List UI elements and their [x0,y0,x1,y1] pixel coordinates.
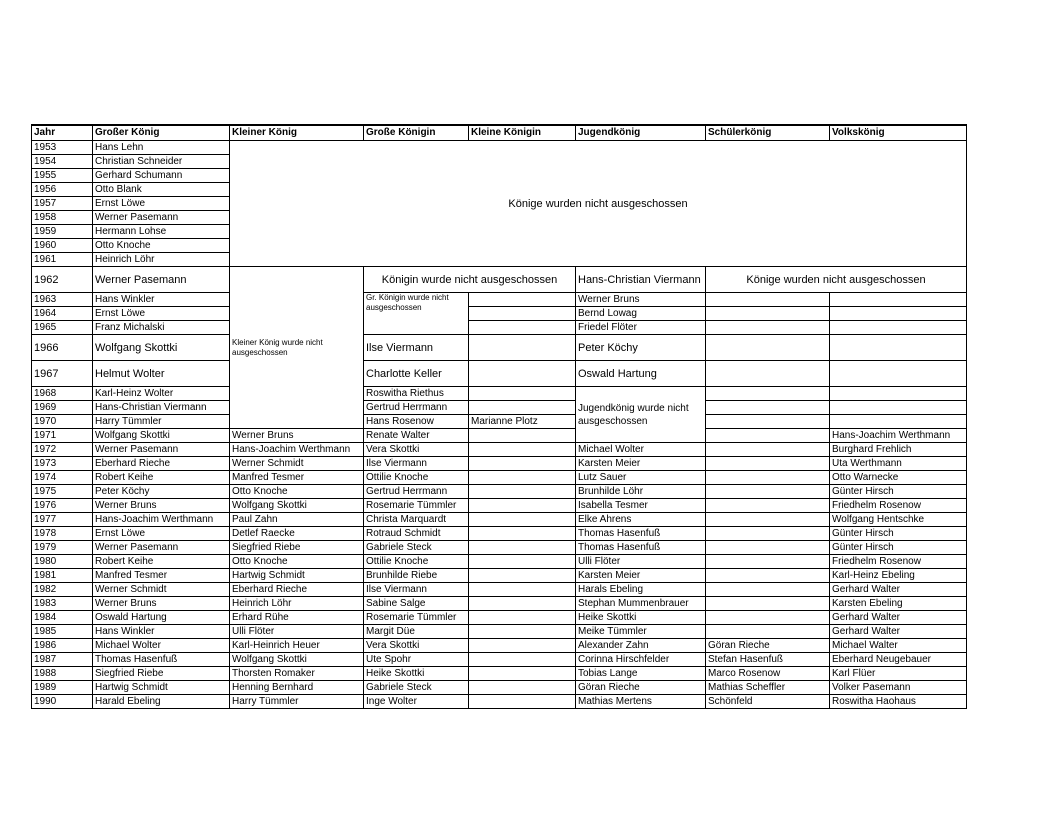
table-row [32,639,967,653]
table-row [32,267,967,293]
year-cell: 1974 [32,471,93,485]
grosser-koenig-cell: Ernst Löwe [93,197,230,211]
table-row [32,597,967,611]
empty-cell [830,335,967,361]
grosser-koenig-cell: Werner Pasemann [93,443,230,457]
table-row [32,541,967,555]
kleiner-koenig-cell: Henning Bernhard [230,681,364,695]
volkskoenig-cell: Burghard Frehlich [830,443,967,457]
jugendkoenig-cell: Brunhilde Löhr [576,485,706,499]
kleine-koenigin-cell [469,513,576,527]
kleiner-koenig-cell: Hartwig Schmidt [230,569,364,583]
year-cell: 1953 [32,141,93,155]
kleiner-koenig-cell: Hans-Joachim Werthmann [230,443,364,457]
jugendkoenig-cell: Elke Ahrens [576,513,706,527]
year-cell: 1977 [32,513,93,527]
kleiner-koenig-cell: Thorsten Romaker [230,667,364,681]
jugendkoenig-cell: Harals Ebeling [576,583,706,597]
table-row [32,443,967,457]
volkskoenig-cell: Günter Hirsch [830,541,967,555]
grosse-koenigin-cell: Rotraud Schmidt [364,527,469,541]
small-king-not-shot-note: Kleiner König wurde nicht ausgeschossen [230,267,364,429]
jugendkoenig-cell: Heike Skottki [576,611,706,625]
empty-cell [830,321,967,335]
kleiner-koenig-cell: Werner Bruns [230,429,364,443]
year-cell: 1964 [32,307,93,321]
kleine-koenigin-cell [469,597,576,611]
kleine-koenigin-cell [469,625,576,639]
grosse-koenigin-cell: Ilse Viermann [364,583,469,597]
jugendkoenig-cell: Bernd Lowag [576,307,706,321]
table-row [32,695,967,709]
grosser-koenig-cell: Siegfried Riebe [93,667,230,681]
jugendkoenig-cell: Stephan Mummenbrauer [576,597,706,611]
grosser-koenig-cell: Werner Schmidt [93,583,230,597]
empty-cell [469,387,576,401]
volkskoenig-cell: Karl-Heinz Ebeling [830,569,967,583]
table-row [32,429,967,443]
kleine-koenigin-cell [469,653,576,667]
grosser-koenig-cell: Helmut Wolter [93,361,230,387]
jugendkoenig-cell: Lutz Sauer [576,471,706,485]
year-cell: 1958 [32,211,93,225]
year-cell: 1982 [32,583,93,597]
year-cell: 1961 [32,253,93,267]
jugendkoenig-cell: Peter Köchy [576,335,706,361]
year-cell: 1957 [32,197,93,211]
grosser-koenig-cell: Karl-Heinz Wolter [93,387,230,401]
year-cell: 1954 [32,155,93,169]
grosser-koenig-cell: Oswald Hartung [93,611,230,625]
year-cell: 1965 [32,321,93,335]
empty-cell [830,293,967,307]
grosse-koenigin-cell: Heike Skottki [364,667,469,681]
kleine-koenigin-cell [469,681,576,695]
table-row [32,457,967,471]
grosser-koenig-cell: Michael Wolter [93,639,230,653]
grosser-koenig-cell: Gerhard Schumann [93,169,230,183]
volkskoenig-cell: Günter Hirsch [830,527,967,541]
jugendkoenig-cell: Werner Bruns [576,293,706,307]
grosse-koenigin-cell: Renate Walter [364,429,469,443]
grosser-koenig-cell: Hans Winkler [93,625,230,639]
table-row [32,555,967,569]
volkskoenig-cell: Wolfgang Hentschke [830,513,967,527]
table-row [32,513,967,527]
year-cell: 1980 [32,555,93,569]
jugendkoenig-cell: Hans-Christian Viermann [576,267,706,293]
empty-cell [706,387,830,401]
kleiner-koenig-cell: Detlef Raecke [230,527,364,541]
grosser-koenig-cell: Otto Knoche [93,239,230,253]
table-row [32,653,967,667]
year-cell: 1979 [32,541,93,555]
year-cell: 1956 [32,183,93,197]
year-cell: 1955 [32,169,93,183]
grosse-koenigin-cell: Brunhilde Riebe [364,569,469,583]
schuelerkoenig-cell [706,457,830,471]
jugendkoenig-cell: Ulli Flöter [576,555,706,569]
year-cell: 1970 [32,415,93,429]
kleine-koenigin-cell [469,527,576,541]
kleine-koenigin-cell [469,667,576,681]
year-cell: 1981 [32,569,93,583]
year-cell: 1971 [32,429,93,443]
grosse-koenigin-cell: Ottilie Knoche [364,471,469,485]
kleine-koenigin-cell [469,443,576,457]
table-row [32,583,967,597]
jugendkoenig-cell: Karsten Meier [576,457,706,471]
empty-cell [830,307,967,321]
kleiner-koenig-cell: Otto Knoche [230,555,364,569]
jugendkoenig-cell: Alexander Zahn [576,639,706,653]
jugendkoenig-cell: Tobias Lange [576,667,706,681]
empty-cell [469,293,576,307]
gr-queen-not-shot-note: Gr. Königin wurde nicht ausgeschossen [364,293,469,335]
grosser-koenig-cell: Manfred Tesmer [93,569,230,583]
kleine-koenigin-cell [469,611,576,625]
kleine-koenigin-cell [469,499,576,513]
empty-cell [706,415,830,429]
kleiner-koenig-cell: Eberhard Rieche [230,583,364,597]
grosser-koenig-cell: Thomas Hasenfuß [93,653,230,667]
schuelerkoenig-cell [706,555,830,569]
grosser-koenig-cell: Harry Tümmler [93,415,230,429]
table-row [32,335,967,361]
grosse-koenigin-cell: Gabriele Steck [364,681,469,695]
volkskoenig-cell: Eberhard Neugebauer [830,653,967,667]
schuelerkoenig-cell [706,499,830,513]
year-cell: 1984 [32,611,93,625]
kleine-koenigin-cell [469,555,576,569]
grosser-koenig-cell: Robert Keihe [93,471,230,485]
grosser-koenig-cell: Peter Köchy [93,485,230,499]
volkskoenig-cell: Volker Pasemann [830,681,967,695]
header-kleiner-koenig: Kleiner König [230,125,364,141]
table-row [32,499,967,513]
kleiner-koenig-cell: Hans Rosenow [364,415,469,429]
youth-not-shot-note: Jugendkönig wurde nicht ausgeschossen [576,387,706,443]
grosser-koenig-cell: Wolfgang Skottki [93,429,230,443]
grosse-koenigin-cell: Christa Marquardt [364,513,469,527]
grosser-koenig-cell: Hermann Lohse [93,225,230,239]
grosser-koenig-cell: Hartwig Schmidt [93,681,230,695]
grosser-koenig-cell: Eberhard Rieche [93,457,230,471]
volkskoenig-cell: Karsten Ebeling [830,597,967,611]
volkskoenig-cell: Gerhard Walter [830,611,967,625]
kings-table [31,124,967,709]
volkskoenig-cell: Uta Werthmann [830,457,967,471]
grosser-koenig-cell: Werner Pasemann [93,541,230,555]
year-cell: 1967 [32,361,93,387]
schuelerkoenig-cell [706,527,830,541]
table-row [32,415,967,429]
empty-cell [706,293,830,307]
kings-not-shot-note-2: Könige wurden nicht ausgeschossen [706,267,967,293]
kleiner-koenig-cell: Siegfried Riebe [230,541,364,555]
grosse-koenigin-cell: Vera Skottki [364,443,469,457]
jugendkoenig-cell: Mathias Mertens [576,695,706,709]
kleiner-koenig-cell: Erhard Rühe [230,611,364,625]
volkskoenig-cell: Gerhard Walter [830,583,967,597]
jugendkoenig-cell: Thomas Hasenfuß [576,541,706,555]
year-cell: 1987 [32,653,93,667]
volkskoenig-cell: Michael Walter [830,639,967,653]
kleiner-koenig-cell: Werner Schmidt [230,457,364,471]
table-row [32,293,967,307]
table-row [32,141,967,155]
year-cell: 1968 [32,387,93,401]
table-row [32,681,967,695]
grosse-koenigin-cell: Rosemarie Tümmler [364,499,469,513]
empty-cell [830,415,967,429]
schuelerkoenig-cell [706,611,830,625]
kleiner-koenig-cell: Harry Tümmler [230,695,364,709]
jugendkoenig-cell: Oswald Hartung [576,361,706,387]
schuelerkoenig-cell: Schönfeld [706,695,830,709]
grosser-koenig-cell: Wolfgang Skottki [93,335,230,361]
grosse-koenigin-cell: Margit Düe [364,625,469,639]
schuelerkoenig-cell: Marco Rosenow [706,667,830,681]
table-row [32,625,967,639]
empty-cell [469,335,576,361]
table-row [32,321,967,335]
grosser-koenig-cell: Otto Blank [93,183,230,197]
kleiner-koenig-cell: Wolfgang Skottki [230,499,364,513]
jugendkoenig-cell: Thomas Hasenfuß [576,527,706,541]
year-cell: 1966 [32,335,93,361]
year-cell: 1985 [32,625,93,639]
jugendkoenig-cell: Isabella Tesmer [576,499,706,513]
empty-cell [706,401,830,415]
schuelerkoenig-cell [706,569,830,583]
table-row [32,611,967,625]
table-row [32,471,967,485]
year-cell: 1959 [32,225,93,239]
schuelerkoenig-cell [706,625,830,639]
schuelerkoenig-cell [706,513,830,527]
kleine-koenigin-cell [469,541,576,555]
empty-cell [830,361,967,387]
kleine-koenigin-cell [469,485,576,499]
empty-cell [830,401,967,415]
year-cell: 1978 [32,527,93,541]
kleiner-koenig-cell: Wolfgang Skottki [230,653,364,667]
grosse-koenigin-cell: Ilse Viermann [364,457,469,471]
year-cell: 1972 [32,443,93,457]
grosse-koenigin-cell: Rosemarie Tümmler [364,611,469,625]
table-row [32,387,967,401]
grosse-koenigin-cell: Ute Spohr [364,653,469,667]
empty-cell [469,321,576,335]
year-cell: 1975 [32,485,93,499]
header-schuelerkoenig: Schülerkönig [706,125,830,141]
grosser-koenig-cell: Robert Keihe [93,555,230,569]
grosser-koenig-cell: Hans-Joachim Werthmann [93,513,230,527]
year-cell: 1988 [32,667,93,681]
year-cell: 1969 [32,401,93,415]
kleine-koenigin-cell [469,471,576,485]
empty-cell [706,361,830,387]
table-row [32,401,967,415]
kleiner-koenig-cell: Ulli Flöter [230,625,364,639]
year-cell: 1986 [32,639,93,653]
grosse-koenigin-cell: Sabine Salge [364,597,469,611]
volkskoenig-cell: Friedhelm Rosenow [830,555,967,569]
header-grosser-koenig: Großer König [93,125,230,141]
schuelerkoenig-cell [706,471,830,485]
year-cell: 1989 [32,681,93,695]
grosser-koenig-cell: Harald Ebeling [93,695,230,709]
table-row [32,307,967,321]
kleiner-koenig-cell: Manfred Tesmer [230,471,364,485]
year-cell: 1963 [32,293,93,307]
kleine-koenigin-cell [469,639,576,653]
schuelerkoenig-cell [706,583,830,597]
header-kleine-koenigin: Kleine Königin [469,125,576,141]
grosser-koenig-cell: Werner Pasemann [93,211,230,225]
kleiner-koenig-cell: Otto Knoche [230,485,364,499]
kleiner-koenig-cell: Paul Zahn [230,513,364,527]
kleine-koenigin-cell [469,695,576,709]
empty-cell [469,401,576,415]
schuelerkoenig-cell: Stefan Hasenfuß [706,653,830,667]
grosse-koenigin-cell: Marianne Plotz [469,415,576,429]
jugendkoenig-cell: Michael Wolter [576,443,706,457]
grosser-koenig-cell: Ernst Löwe [93,527,230,541]
table-row [32,569,967,583]
year-cell: 1976 [32,499,93,513]
jugendkoenig-cell: Karsten Meier [576,569,706,583]
kleiner-koenig-cell: Heinrich Löhr [230,597,364,611]
jugendkoenig-cell: Göran Rieche [576,681,706,695]
grosser-koenig-cell: Franz Michalski [93,321,230,335]
year-cell: 1962 [32,267,93,293]
volkskoenig-cell: Otto Warnecke [830,471,967,485]
year-cell: 1960 [32,239,93,253]
jugendkoenig-cell: Corinna Hirschfelder [576,653,706,667]
empty-cell [469,429,576,443]
grosser-koenig-cell: Heinrich Löhr [93,253,230,267]
grosser-koenig-cell: Werner Bruns [93,499,230,513]
schuelerkoenig-cell [706,597,830,611]
volkskoenig-cell: Gerhard Walter [830,625,967,639]
table-row [32,361,967,387]
year-cell: 1983 [32,597,93,611]
schuelerkoenig-cell [706,485,830,499]
schuelerkoenig-cell: Mathias Scheffler [706,681,830,695]
volkskoenig-cell: Günter Hirsch [830,485,967,499]
empty-cell [469,361,576,387]
header-jugendkoenig: Jugendkönig [576,125,706,141]
schuelerkoenig-cell [706,541,830,555]
volkskoenig-cell: Karl Flüer [830,667,967,681]
volkskoenig-cell: Roswitha Haohaus [830,695,967,709]
empty-cell [706,335,830,361]
kleine-koenigin-cell [469,569,576,583]
grosse-koenigin-cell: Roswitha Riethus [364,387,469,401]
header-grosse-koenigin: Große Königin [364,125,469,141]
grosse-koenigin-cell: Inge Wolter [364,695,469,709]
queen-not-shot-note: Königin wurde nicht ausgeschossen [364,267,576,293]
header-row [32,125,967,141]
grosser-koenig-cell: Hans Winkler [93,293,230,307]
kings-not-shot-note: Könige wurden nicht ausgeschossen [230,141,967,267]
year-cell: 1973 [32,457,93,471]
grosser-koenig-cell: Werner Pasemann [93,267,230,293]
grosse-koenigin-cell: Ilse Viermann [364,335,469,361]
schuelerkoenig-cell [706,443,830,457]
volkskoenig-cell: Friedhelm Rosenow [830,499,967,513]
table-row [32,527,967,541]
kleine-koenigin-cell [469,583,576,597]
kleine-koenigin-cell [469,457,576,471]
table-row [32,667,967,681]
jugendkoenig-cell: Friedel Flöter [576,321,706,335]
empty-cell [706,307,830,321]
grosse-koenigin-cell: Vera Skottki [364,639,469,653]
grosser-koenig-cell: Ernst Löwe [93,307,230,321]
grosse-koenigin-cell: Charlotte Keller [364,361,469,387]
grosse-koenigin-cell: Ottilie Knoche [364,555,469,569]
empty-cell [706,321,830,335]
grosser-koenig-cell: Hans Lehn [93,141,230,155]
header-volkskoenig: Volkskönig [830,125,967,141]
year-cell: 1990 [32,695,93,709]
volkskoenig-cell: Hans-Joachim Werthmann [830,429,967,443]
schuelerkoenig-cell: Göran Rieche [706,639,830,653]
grosser-koenig-cell: Hans-Christian Viermann [93,401,230,415]
grosser-koenig-cell: Christian Schneider [93,155,230,169]
table-row [32,485,967,499]
empty-cell [830,387,967,401]
grosse-koenigin-cell: Gertrud Herrmann [364,401,469,415]
kleiner-koenig-cell: Karl-Heinrich Heuer [230,639,364,653]
grosse-koenigin-cell: Gertrud Herrmann [364,485,469,499]
empty-cell [706,429,830,443]
grosse-koenigin-cell: Gabriele Steck [364,541,469,555]
header-jahr: Jahr [32,125,93,141]
empty-cell [469,307,576,321]
jugendkoenig-cell: Meike Tümmler [576,625,706,639]
grosser-koenig-cell: Werner Bruns [93,597,230,611]
